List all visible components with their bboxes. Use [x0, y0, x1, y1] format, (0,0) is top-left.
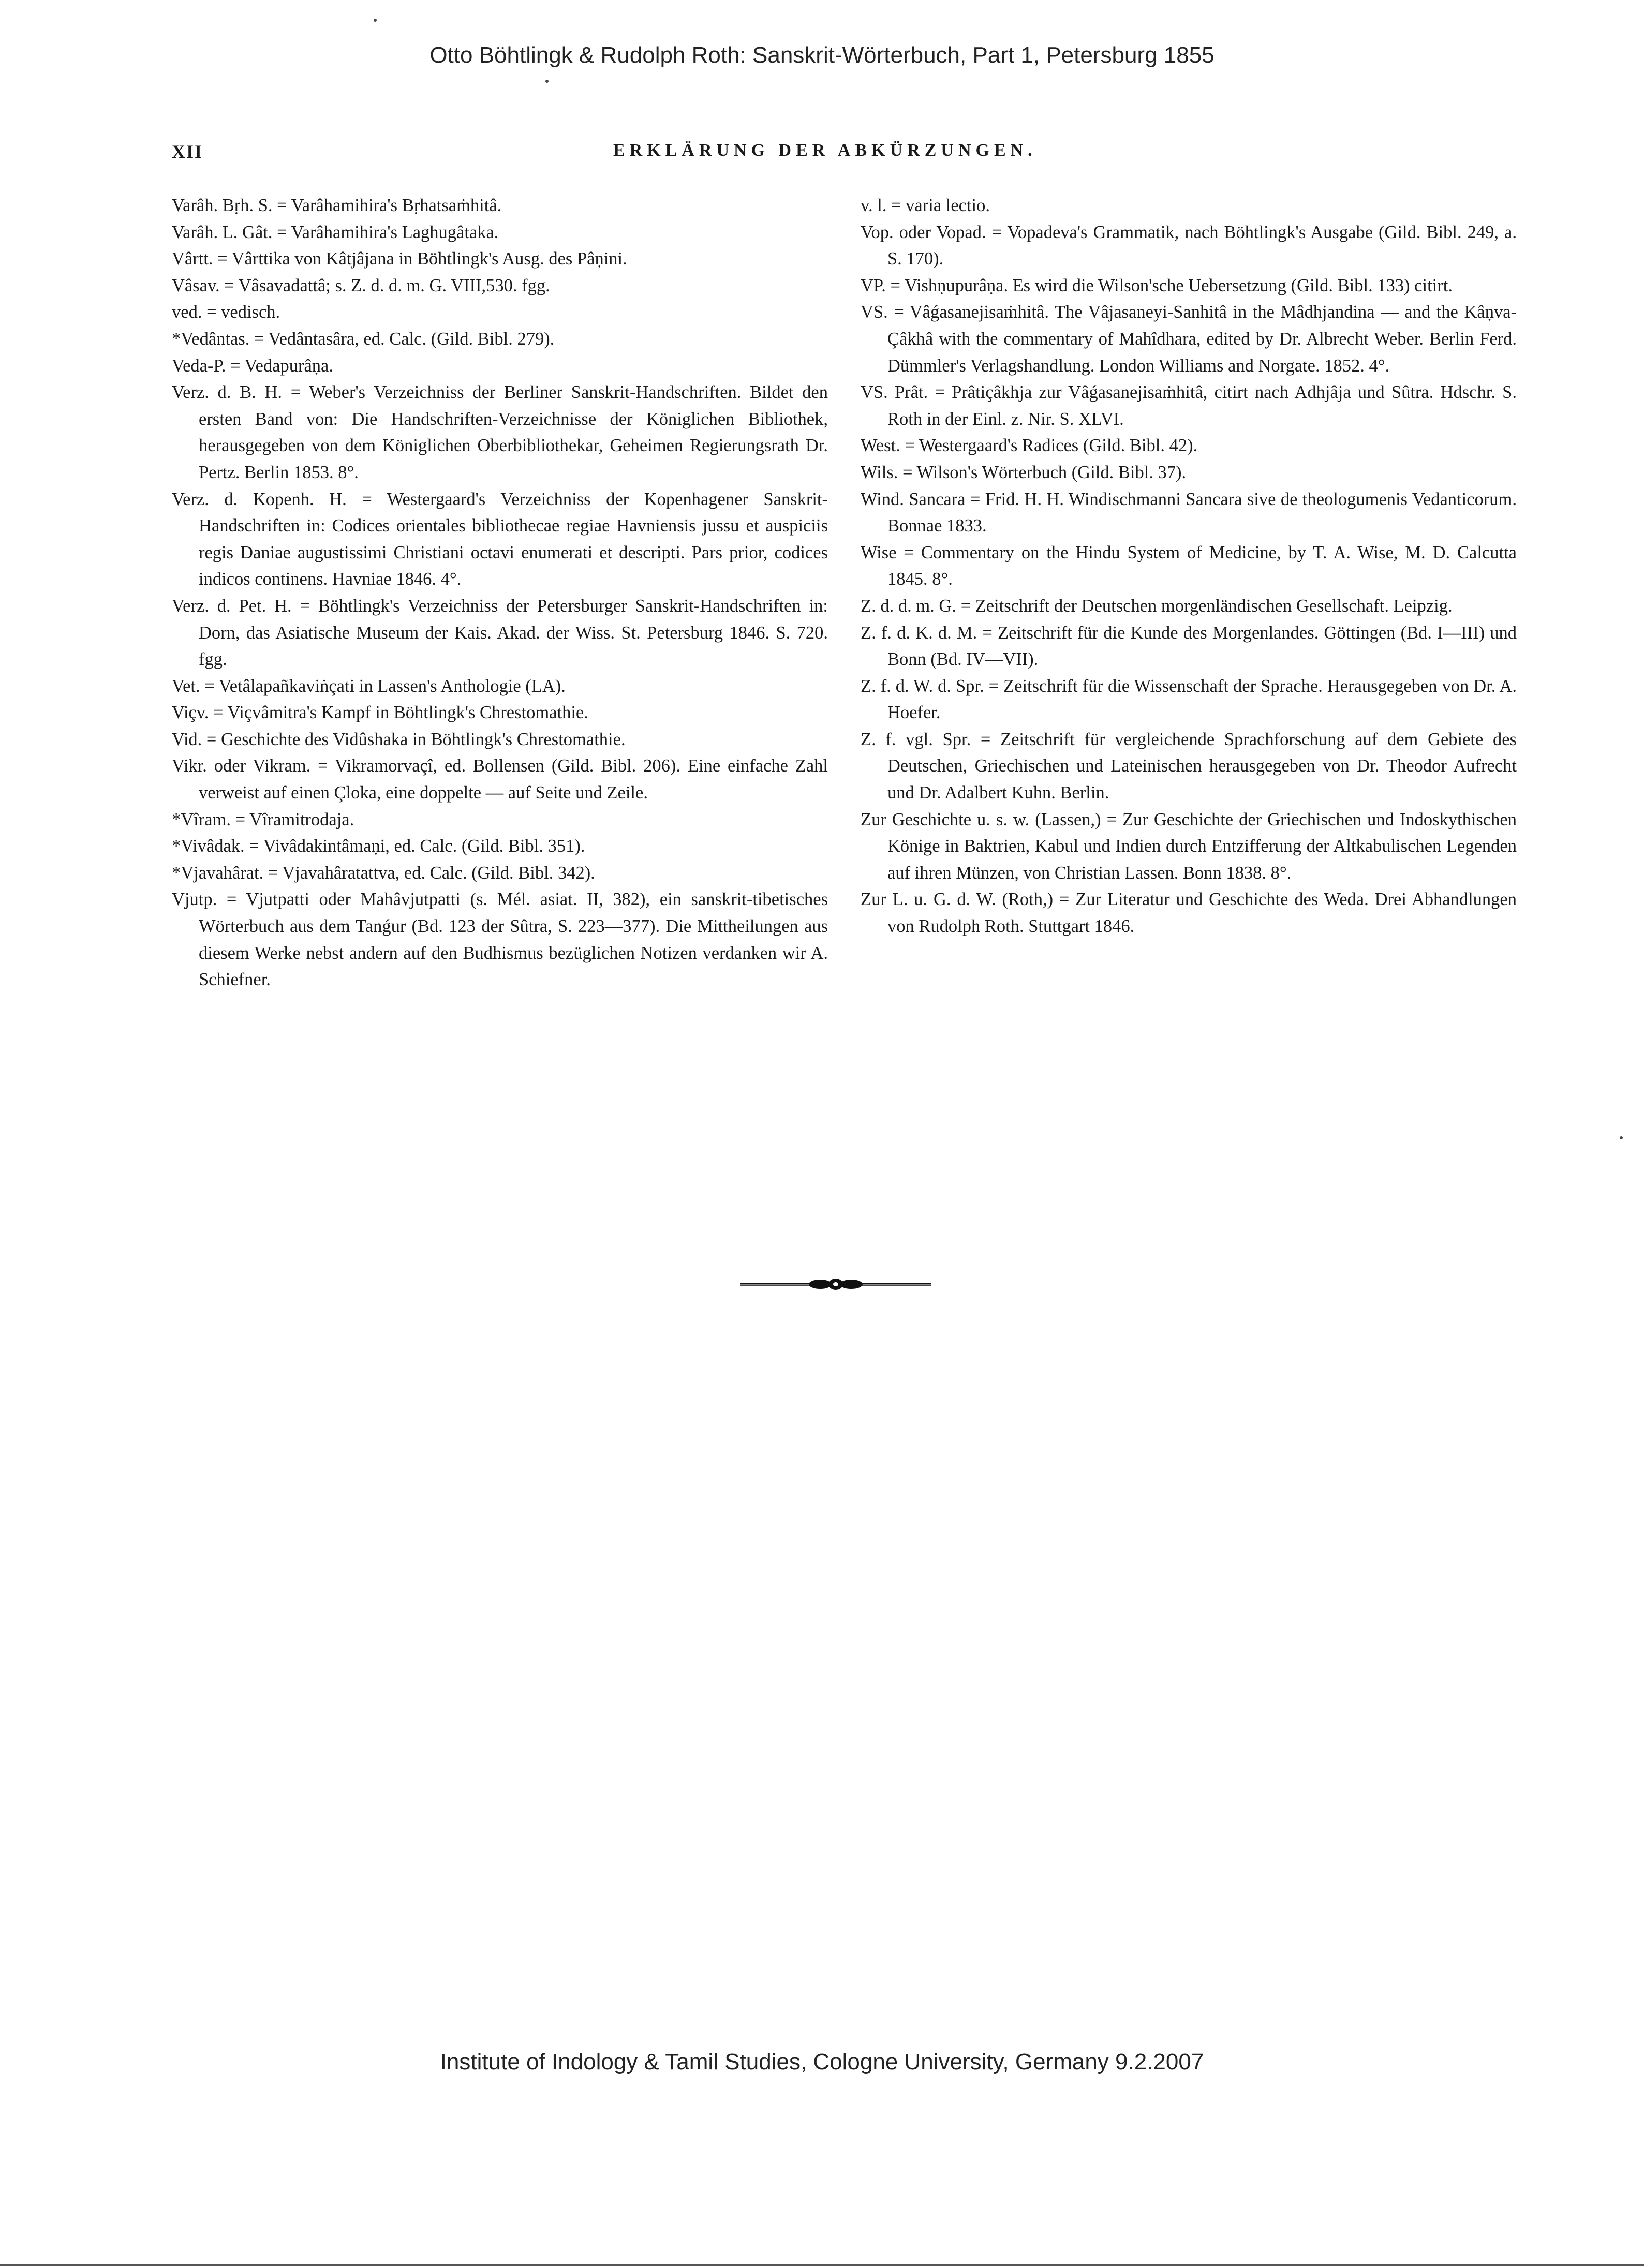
entry: Vâsav. = Vâsavadattâ; s. Z. d. d. m. G. VIII,530. fgg.	[172, 275, 550, 295]
entry: Wind. Sancara = Frid. H. H. Windischmanni Sancara sive de theologumenis Vedanticorum. Bonnae 1833.	[861, 489, 1517, 536]
entry: Veda-P. = Vedapurâṇa.	[172, 355, 333, 376]
entry: Z. f. d. W. d. Spr. = Zeitschrift für die Wissenschaft der Sprache. Herausgegeben von Dr. A. Hoefer.	[861, 676, 1517, 723]
digitization-header: Otto Böhtlingk & Rudolph Roth: Sanskrit-Wörterbuch, Part 1, Petersburg 1855	[429, 42, 1215, 68]
entry: VS. = Vâǵasanejisaṁhitâ. The Vâjasaneyi-Sanhitâ in the Mâdhjandina — and the Kâṇva-Çâkhâ with the commentary of Mahîdhara, edited by Dr. Albrecht Weber. Berlin Ferd. Dümmler's Verlagshandlung. London Williams and Norgate. 1852. 4°.	[861, 302, 1517, 376]
entry: Vop. oder Vopad. = Vopadeva's Grammatik, nach Böhtlingk's Ausgabe (Gild. Bibl. 249, a. S. 170).	[861, 222, 1517, 269]
right-column	[861, 192, 1517, 940]
entry: VP. = Vishṇupurâṇa. Es wird die Wilson'sche Uebersetzung (Gild. Bibl. 133) citirt.	[861, 275, 1453, 295]
entry: Viçv. = Viçvâmitra's Kampf in Böhtlingk's Chrestomathie.	[172, 703, 588, 723]
entry: Z. f. d. K. d. M. = Zeitschrift für die Kunde des Morgenlandes. Göttingen (Bd. I—III) und Bonn (Bd. IV—VII).	[861, 622, 1517, 670]
entry: ved. = vedisch.	[172, 302, 280, 322]
left-column	[172, 192, 828, 994]
entry: Vjutp. = Vjutpatti oder Mahâvjutpatti (s. Mél. asiat. II, 382), ein sanskrit-tibetisches Wörterbuch aus dem Tanǵur (Bd. 123 der Sûtra, S. 223—377). Die Mittheilungen aus diesem Werke nebst andern auf den Budhismus bezüglichen Notizen verdanken wir A. Schiefner.	[172, 890, 828, 990]
entry: Z. f. vgl. Spr. = Zeitschrift für vergleichende Sprachforschung auf dem Gebiete des Deutschen, Griechischen und Lateinischen herausgegeben von Dr. Theodor Aufrecht und Dr. Adalbert Kuhn. Berlin.	[861, 729, 1517, 803]
entry: Varâh. L. Gât. = Varâhamihira's Laghugâtaka.	[172, 222, 499, 242]
scan-speck	[1620, 1136, 1623, 1139]
entry: Varâh. Bṛh. S. = Varâhamihira's Bṛhatsaṁhitâ.	[172, 196, 502, 215]
entry: *Vjavahârat. = Vjavahâratattva, ed. Calc. (Gild. Bibl. 342).	[172, 863, 595, 883]
end-ornament-icon	[740, 1276, 931, 1292]
entry: *Vedântas. = Vedântasâra, ed. Calc. (Gild. Bibl. 279).	[172, 329, 555, 349]
entry: Z. d. d. m. G. = Zeitschrift der Deutschen morgenländischen Gesellschaft. Leipzig.	[861, 596, 1453, 616]
entry: Wils. = Wilson's Wörterbuch (Gild. Bibl. 37).	[861, 462, 1187, 482]
entry: Verz. d. Kopenh. H. = Westergaard's Verzeichniss der Kopenhagener Sanskrit-Handschriften in: Codices orientales bibliothecae regiae Havniensis jussu et auspiciis regis Daniae augustissimi Christiani octavi enumerati et descripti. Pars prior, codices indicos continens. Havniae 1846. 4°.	[172, 489, 828, 589]
entry: West. = Westergaard's Radices (Gild. Bibl. 42).	[861, 436, 1198, 456]
entry: v. l. = varia lectio.	[861, 196, 990, 215]
scan-edge-line	[0, 2264, 1644, 2266]
entry: VS. Prât. = Prâtiçâkhja zur Vâǵasanejisaṁhitâ, citirt nach Adhjâja und Sûtra. Hdschr. S. Roth in der Einl. z. Nir. S. XLVI.	[861, 382, 1517, 429]
entry: Wise = Commentary on the Hindu System of Medicine, by T. A. Wise, M. D. Calcutta 1845. 8°.	[861, 542, 1517, 589]
entry: Verz. d. Pet. H. = Böhtlingk's Verzeichniss der Petersburger Sanskrit-Handschriften in: Dorn, das Asiatische Museum der Kais. Akad. der Wiss. St. Petersburg 1846. S. 720. fgg.	[172, 596, 828, 670]
entry: Vid. = Geschichte des Vidûshaka in Böhtlingk's Chrestomathie.	[172, 729, 626, 749]
entry: Zur L. u. G. d. W. (Roth,) = Zur Literatur und Geschichte des Weda. Drei Abhandlungen von Rudolph Roth. Stuttgart 1846.	[861, 890, 1517, 937]
entry: *Vîram. = Vîramitrodaja.	[172, 809, 354, 829]
entry: Vet. = Vetâlapañkaviṅçati in Lassen's Anthologie (LA).	[172, 676, 566, 696]
digitization-footer: Institute of Indology & Tamil Studies, Cologne University, Germany 9.2.2007	[440, 2049, 1204, 2074]
scan-speck	[374, 19, 377, 22]
scan-speck	[545, 80, 549, 83]
running-head: ERKLÄRUNG DER ABKÜRZUNGEN.	[613, 141, 1037, 160]
entry: *Vivâdak. = Vivâdakintâmaṇi, ed. Calc. (Gild. Bibl. 351).	[172, 836, 585, 856]
entry: Vârtt. = Vârttika von Kâtjâjana in Böhtlingk's Ausg. des Pâṇini.	[172, 249, 627, 269]
entry: Zur Geschichte u. s. w. (Lassen,) = Zur Geschichte der Griechischen und Indoskythischen Könige in Baktrien, Kabul und Indien durch Entzifferung der Altkabulischen Legenden auf ihren Münzen, von Christian Lassen. Bonn 1838. 8°.	[861, 809, 1517, 883]
entry: Vikr. oder Vikram. = Vikramorvaçî, ed. Bollensen (Gild. Bibl. 206). Eine einfache Zahl verweist auf einen Çloka, eine doppelte — auf Seite und Zeile.	[172, 756, 828, 803]
page-number: XII	[172, 141, 203, 162]
entry: Verz. d. B. H. = Weber's Verzeichniss der Berliner Sanskrit-Handschriften. Bildet den ersten Band von: Die Handschriften-Verzeichnisse der Königlichen Bibliothek, herausgegeben von dem Königlichen Oberbibliothekar, Geheimen Regierungsrath Dr. Pertz. Berlin 1853. 8°.	[172, 382, 828, 482]
